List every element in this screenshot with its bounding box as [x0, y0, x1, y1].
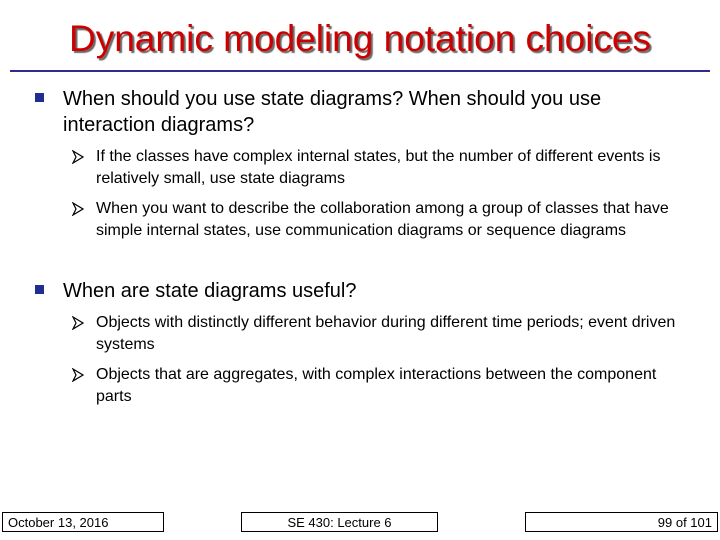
- subbullet-text: When you want to describe the collaboration among a group of classes that have simple internal states, use communication diagrams or sequence diagrams: [96, 200, 669, 239]
- bullet-item: [63, 278, 688, 304]
- subbullet-item: [96, 364, 676, 408]
- footer-course: SE 430: Lecture 6: [241, 512, 438, 532]
- subbullet-item: [96, 312, 676, 356]
- footer-date: October 13, 2016: [2, 512, 164, 532]
- square-bullet-icon: [35, 93, 44, 102]
- arrowhead-bullet-icon: [72, 202, 84, 216]
- bullet-item: [63, 86, 688, 138]
- arrowhead-bullet-icon: [72, 150, 84, 164]
- title-divider: [10, 70, 710, 72]
- subbullet-item: [96, 198, 676, 242]
- arrowhead-bullet-icon: [72, 316, 84, 330]
- bullet-text: When should you use state diagrams? When should you use interaction diagrams?: [63, 88, 602, 136]
- arrowhead-bullet-icon: [72, 368, 84, 382]
- subbullet-item: [96, 146, 676, 190]
- subbullet-text: Objects with distinctly different behavior during different time periods; event driven systems: [96, 314, 676, 353]
- subbullet-text: Objects that are aggregates, with complex interactions between the component parts: [96, 366, 657, 405]
- bullet-text: When are state diagrams useful?: [63, 280, 357, 302]
- slide-title: Dynamic modeling notation choices: [68, 18, 652, 59]
- footer-page-number: 99 of 101: [525, 512, 718, 532]
- subbullet-text: If the classes have complex internal states, but the number of different events is relatively small, use state diagrams: [96, 148, 661, 187]
- square-bullet-icon: [35, 285, 44, 294]
